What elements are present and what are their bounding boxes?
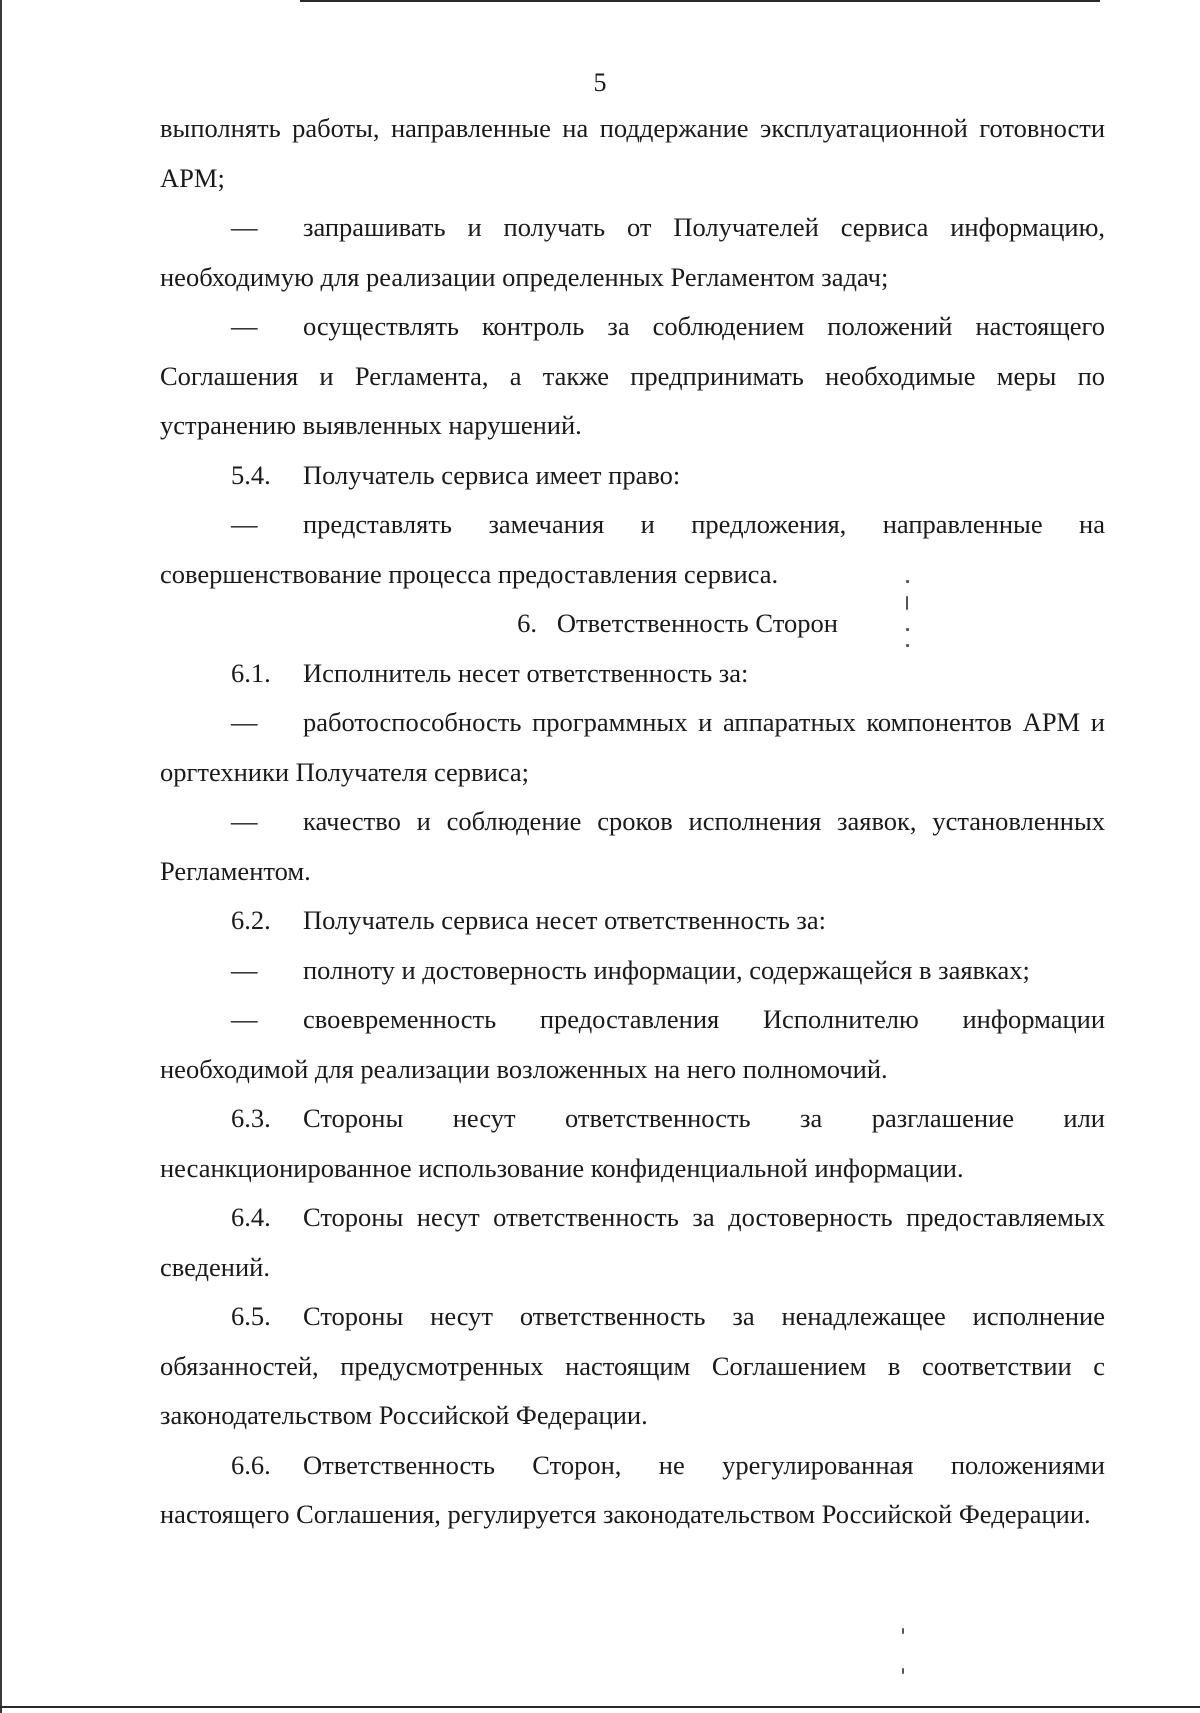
clause-text: Получатель сервиса несет ответственность за: (303, 905, 826, 935)
clause-number: 5.4. (231, 459, 271, 490)
list-item-dash (160, 698, 1105, 797)
dash-marker: — (231, 707, 258, 737)
scan-speck (906, 580, 909, 583)
list-item-text: качество и соблюдение сроков исполнения заявок, установленных Регламентом. (160, 806, 1105, 886)
list-item-text: своевременность предоставления Исполнителю информации необходимой для реализации возложенных на него полномочий. (160, 1004, 1105, 1084)
clause-number: 6.6. (231, 1449, 271, 1480)
clause-text: Стороны несут ответственность за достоверность предоставляемых сведений. (160, 1202, 1105, 1282)
dash-marker: — (231, 954, 258, 985)
section-title: Ответственность Сторон (556, 608, 838, 638)
scan-speck (906, 628, 909, 631)
dash-marker: — (231, 212, 258, 242)
list-item-text: полноту и достоверность информации, содержащейся в заявках; (303, 954, 1030, 985)
clause-number: 6.5. (231, 1301, 271, 1331)
clause-number: 6.3. (231, 1103, 271, 1133)
list-item-text: запрашивать и получать от Получателей сервиса информацию, необходимую для реализации определенных Регламентом задач; (160, 212, 1105, 292)
list-item-text: представлять замечания и предложения, направленные на совершенствование процесса предоставления сервиса. (160, 509, 1105, 589)
scan-speck (902, 1628, 904, 1634)
list-item-dash (160, 946, 1105, 996)
list-item-dash (160, 203, 1105, 302)
document-body (160, 104, 1105, 1540)
list-item-dash (160, 500, 1105, 599)
scan-speck (906, 644, 909, 647)
scan-top-edge (300, 0, 1100, 2)
clause-text: Стороны несут ответственность за ненадлежащее исполнение обязанностей, предусмотренных настоящим Соглашением в соответствии с законодательством Российской Федерации. (160, 1301, 1105, 1430)
scan-bottom-edge (0, 1706, 1200, 1708)
dash-marker: — (231, 509, 258, 539)
page-number: 5 (593, 68, 607, 97)
clause-6-5 (160, 1292, 1105, 1441)
dash-marker: — (231, 1004, 258, 1034)
list-item-dash (160, 797, 1105, 896)
list-item-text: работоспособность программных и аппаратных компонентов АРМ и оргтехники Получателя сервиса; (160, 707, 1105, 787)
paragraph-text: выполнять работы, направленные на поддержание эксплуатационной готовности АРМ; (160, 113, 1105, 193)
clause-6-1 (160, 649, 1105, 699)
list-item-dash (160, 302, 1105, 451)
clause-6-6 (160, 1441, 1105, 1540)
clause-6-4 (160, 1193, 1105, 1292)
clause-number: 6.2. (231, 905, 271, 935)
clause-6-3 (160, 1094, 1105, 1193)
paragraph-continuation (160, 104, 1105, 203)
scan-left-edge (0, 0, 2, 1713)
clause-text: Получатель сервиса имеет право: (303, 459, 681, 490)
section-heading-6 (160, 599, 1105, 649)
clause-number: 6.4. (231, 1202, 271, 1232)
dash-marker: — (231, 806, 258, 836)
scan-speck (906, 596, 908, 610)
clause-text: Стороны несут ответственность за разглашение или несанкционированное использование конфиденциальной информации. (160, 1103, 1105, 1183)
list-item-text: осуществлять контроль за соблюдением положений настоящего Соглашения и Регламента, а также предпринимать необходимые меры по устранению выявленных нарушений. (160, 311, 1105, 440)
clause-5-4 (160, 451, 1105, 501)
section-number: 6. (517, 608, 537, 638)
scan-speck (902, 1668, 904, 1674)
list-item-dash (160, 995, 1105, 1094)
clause-number: 6.1. (231, 657, 271, 688)
clause-text: Исполнитель несет ответственность за: (303, 657, 749, 688)
clause-text: Ответственность Сторон, не урегулированная положениями настоящего Соглашения, регулируется законодательством Российской Федерации. (160, 1449, 1105, 1529)
clause-6-2 (160, 896, 1105, 946)
dash-marker: — (231, 311, 258, 341)
